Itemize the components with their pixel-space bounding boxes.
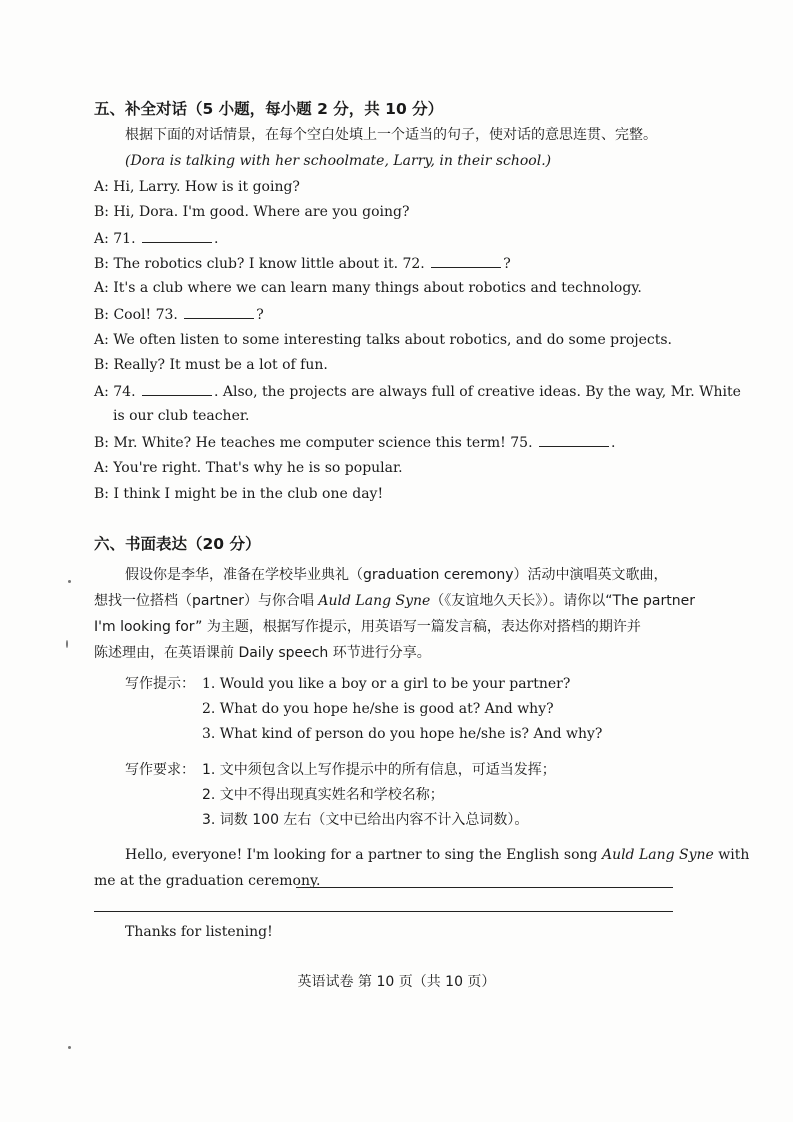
hints-label: 写作提示： (125, 676, 195, 692)
scan-speck (68, 1046, 71, 1049)
scan-speck (68, 580, 71, 583)
dialogue-line: B: I think I might be in the club one day! (94, 486, 384, 502)
dialogue-line-72: B: The robotics club? I know little about it. 72. ? (94, 256, 511, 272)
page-footer: 英语试卷 第 10 页（共 10 页） (297, 974, 496, 990)
dialogue-line: B: Really? It must be a lot of fun. (94, 357, 328, 373)
dialogue-line-74: A: 74. . Also, the projects are always full of creative ideas. By the way, Mr. White (94, 384, 741, 400)
task-paragraph: I'm looking for” 为主题，根据写作提示，用英语写一篇发言稿，表达你对搭档的期许并 (94, 619, 641, 635)
hint-item: 2. What do you hope he/she is good at? And why? (202, 701, 554, 717)
answer-blank-72[interactable] (431, 254, 501, 268)
dialogue-line: A: We often listen to some interesting talks about robotics, and do some projects. (94, 332, 672, 348)
answer-blank-74[interactable] (142, 382, 212, 396)
dialogue-line: A: You're right. That's why he is so popular. (94, 460, 403, 476)
song-title: Auld Lang Syne (601, 847, 714, 863)
requirement-item: 1. 文中须包含以上写作提示中的所有信息，可适当发挥； (202, 762, 556, 778)
essay-opening-cont: me at the graduation ceremony. (94, 873, 321, 889)
song-title: Auld Lang Syne (318, 593, 431, 609)
essay-closing: Thanks for listening! (125, 924, 273, 940)
section6-heading: 六、书面表达（20 分） (94, 535, 261, 553)
writing-line[interactable] (296, 887, 673, 888)
essay-opening: Hello, everyone! I'm looking for a partner to sing the English song Auld Lang Syne with (125, 847, 750, 863)
dialogue-line-73: B: Cool! 73. ? (94, 307, 264, 323)
dialogue-line-71: A: 71. . (94, 231, 219, 247)
task-paragraph: 假设你是李华，准备在学校毕业典礼（graduation ceremony）活动中演唱英文歌曲， (125, 567, 668, 583)
section5-heading: 五、补全对话（5 小题，每小题 2 分，共 10 分） (94, 100, 444, 118)
dialogue-line: A: It's a club where we can learn many things about robotics and technology. (94, 280, 642, 296)
answer-blank-75[interactable] (539, 433, 609, 447)
task-paragraph: 想找一位搭档（partner）与你合唱 Auld Lang Syne（《友谊地久天长》）。请你以“The partner (94, 593, 695, 609)
requirement-item: 2. 文中不得出现真实姓名和学校名称； (202, 787, 444, 803)
dialogue-context: (Dora is talking with her schoolmate, Larry, in their school.) (125, 153, 552, 169)
answer-blank-73[interactable] (184, 305, 254, 319)
requirements-label: 写作要求： (125, 762, 195, 778)
section5-instruction: 根据下面的对话情景，在每个空白处填上一个适当的句子，使对话的意思连贯、完整。 (125, 127, 657, 143)
dialogue-line: A: Hi, Larry. How is it going? (94, 179, 300, 195)
answer-blank-71[interactable] (142, 229, 212, 243)
hint-item: 3. What kind of person do you hope he/she is? And why? (202, 726, 603, 742)
dialogue-line: is our club teacher. (113, 408, 250, 424)
hint-item: 1. Would you like a boy or a girl to be your partner? (202, 676, 571, 692)
requirement-item: 3. 词数 100 左右（文中已给出内容不计入总词数）。 (202, 812, 529, 828)
dialogue-line-75: B: Mr. White? He teaches me computer science this term! 75. . (94, 435, 616, 451)
writing-line[interactable] (94, 911, 673, 912)
dialogue-line: B: Hi, Dora. I'm good. Where are you going? (94, 204, 410, 220)
task-paragraph: 陈述理由，在英语课前 Daily speech 环节进行分享。 (94, 645, 431, 661)
scan-speck (66, 640, 68, 648)
